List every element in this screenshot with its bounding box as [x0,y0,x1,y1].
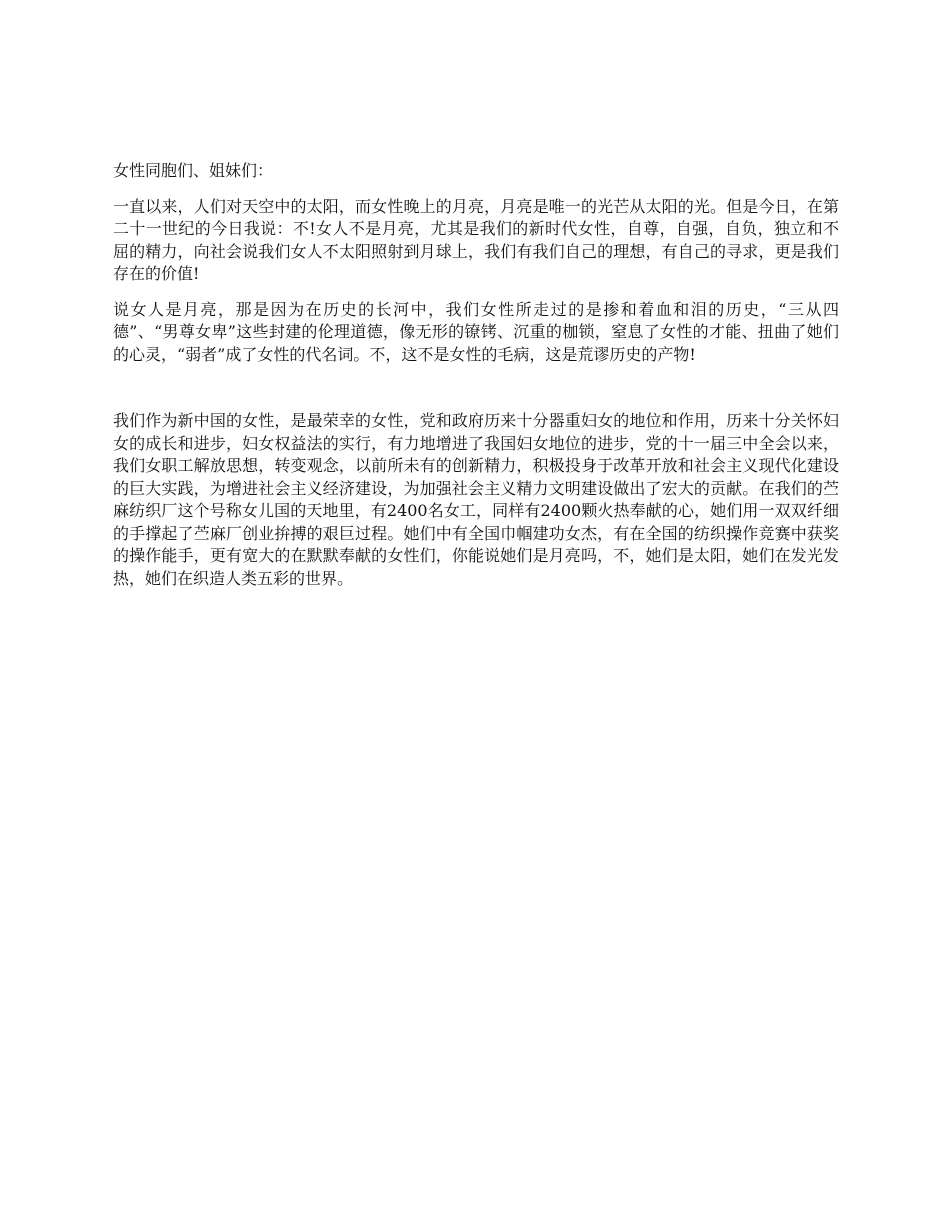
paragraph-1: 一直以来，人们对天空中的太阳，而女性晚上的月亮，月亮是唯一的光芒从太阳的光。但是今日，在第二十一世纪的今日我说：不!女人不是月亮，尤其是我们的新时代女性，自尊，自强，自负，独立和不屈的精力，向社会说我们女人不太阳照射到月球上，我们有我们自己的理想，有自己的寻求，更是我们存在的价值! [113,196,839,283]
salutation: 女性同胞们、姐妹们： [113,161,274,180]
document-body [113,160,839,590]
paragraph-2: 说女人是月亮，那是因为在历史的长河中，我们女性所走过的是掺和着血和泪的历史，“三从四德”、“男尊女卑”这些封建的伦理道德，像无形的镣铐、沉重的枷锁，窒息了女性的才能、扭曲了她们的心灵，“弱者”成了女性的代名词。不，这不是女性的毛病，这是荒谬历史的产物! [113,299,839,364]
paragraph-3: 我们作为新中国的女性，是最荣幸的女性，党和政府历来十分器重妇女的地位和作用，历来十分关怀妇女的成长和进步，妇女权益法的实行，有力地增进了我国妇女地位的进步，党的十一届三中全会以来，我们女职工解放思想，转变观念，以前所未有的创新精力，积极投身于改革开放和社会主义现代化建设的巨大实践，为增进社会主义经济建设，为加强社会主义精力文明建设做出了宏大的贡献。在我们的苎麻纺织厂这个号称女儿国的天地里，有2400名女工，同样有2400颗火热奉献的心，她们用一双双纤细的手撑起了苎麻厂创业拚搏的艰巨过程。她们中有全国巾帼建功女杰，有在全国的纺织操作竞赛中获奖的操作能手，更有宽大的在默默奉献的女性们，你能说她们是月亮吗，不，她们是太阳，她们在发光发热，她们在织造人类五彩的世界。 [113,411,839,588]
